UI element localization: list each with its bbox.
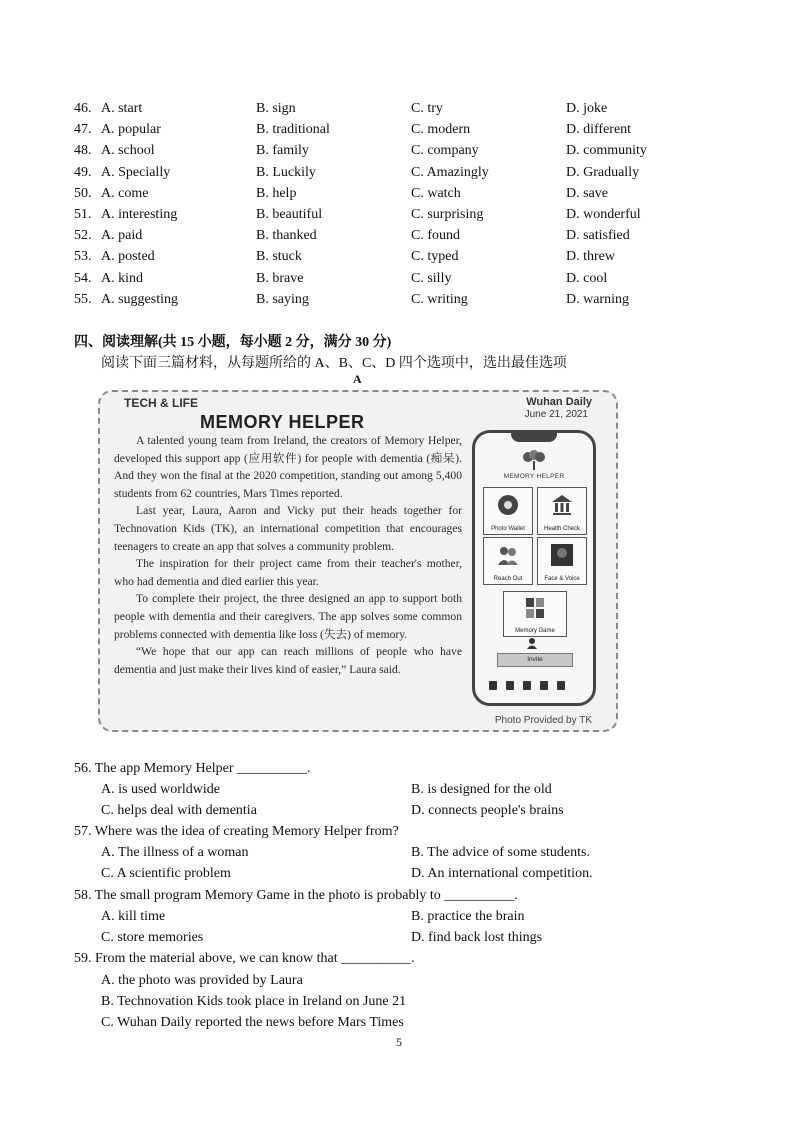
article-paragraph: The inspiration for their project came from their teacher's mother, who had dementia and died earlier this year. <box>114 557 462 588</box>
option-b: B. beautiful <box>256 206 323 222</box>
option-d: D. save <box>566 185 608 201</box>
option-a: A. Specially <box>101 164 171 180</box>
option-d: D. find back lost things <box>411 930 543 945</box>
option-a: A. school <box>101 143 155 159</box>
cloze-row <box>74 225 694 246</box>
option-d: D. satisfied <box>566 228 630 244</box>
option-c: C. Amazingly <box>411 164 489 180</box>
option-c: C. surprising <box>411 206 484 222</box>
question-number: 49. <box>74 164 92 180</box>
option-a: A. kind <box>101 270 143 286</box>
option-b: B. saying <box>256 291 309 307</box>
option-b: B. Technovation Kids took place in Ireland on June 21 <box>101 994 407 1009</box>
option-c: C. A scientific problem <box>101 866 231 881</box>
question-stem: 59. From the material above, we can know that __________. <box>74 951 415 966</box>
option-d: D. different <box>566 122 632 138</box>
option-b: B. Luckily <box>256 164 316 180</box>
option-d: D. joke <box>566 101 608 116</box>
cloze-row <box>74 183 694 204</box>
settings-icon <box>557 681 565 690</box>
question-number: 51. <box>74 206 92 222</box>
phone-nav-bar <box>485 679 583 691</box>
option-d: D. An international competition. <box>411 866 593 881</box>
invite-button: Invite <box>497 653 573 667</box>
wallet-icon <box>496 493 520 517</box>
shirt-icon <box>506 681 514 690</box>
cloze-row <box>74 246 694 267</box>
tile-label: Health Check <box>543 526 581 532</box>
phone-notch <box>511 432 557 442</box>
question-stem: 56. The app Memory Helper __________. <box>74 761 311 776</box>
option-a: A. the photo was provided by Laura <box>101 973 303 988</box>
option-c: C. writing <box>411 291 468 307</box>
question-stem: 58. The small program Memory Game in the photo is probably to __________. <box>74 888 518 903</box>
article-paragraph: “We hope that our app can reach millions of people who have dementia and just make their lives kind of easier,” Laura said. <box>114 645 462 676</box>
option-c: C. modern <box>411 122 471 138</box>
tile-health-check <box>537 487 587 535</box>
app-name: MEMORY HELPER <box>503 473 565 480</box>
article-section-label: TECH & LIFE <box>124 396 198 410</box>
article-paragraph: To complete their project, the three designed an app to support both people with dementia and their caregivers. The app solves some common problems connected with dementia like loss (失去) of memory. <box>114 592 462 641</box>
tile-label: Face & Voice <box>544 576 580 582</box>
add-person-icon <box>527 637 539 649</box>
question-number: 53. <box>74 249 92 265</box>
cloze-row <box>74 98 694 119</box>
tile-photo-wallet <box>483 487 533 535</box>
section-instruction: 阅读下面三篇材料，从每题所给的 A、B、C、D 四个选项中，选出最佳选项 <box>101 356 567 371</box>
tile-face-voice <box>537 537 587 585</box>
option-b: B. practice the brain <box>411 909 525 924</box>
people-icon <box>496 543 520 567</box>
home-icon <box>489 681 497 690</box>
option-a: A. suggesting <box>101 291 178 307</box>
option-b: B. brave <box>256 270 304 286</box>
option-b: B. family <box>256 143 309 159</box>
option-a: A. popular <box>101 122 161 138</box>
article-title: MEMORY HELPER <box>200 412 365 432</box>
cards-icon <box>523 596 547 620</box>
option-c: C. try <box>411 101 443 116</box>
phone-photo <box>472 430 596 706</box>
option-c: C. store memories <box>101 930 204 945</box>
option-a: A. posted <box>101 249 155 265</box>
cloze-row <box>74 162 694 183</box>
option-b: B. traditional <box>256 122 330 138</box>
question-number: 50. <box>74 185 92 201</box>
tile-label: Memory Game <box>515 628 555 634</box>
question-number: 47. <box>74 122 92 138</box>
newspaper-name: Wuhan Daily <box>526 396 592 408</box>
newspaper-clipping <box>98 390 618 732</box>
option-d: D. Gradually <box>566 164 640 180</box>
question-number: 54. <box>74 270 92 286</box>
option-d: D. connects people's brains <box>411 803 564 818</box>
option-c: C. typed <box>411 249 459 265</box>
option-b: B. thanked <box>256 228 317 244</box>
cloze-row <box>74 268 694 289</box>
cloze-row <box>74 119 694 140</box>
cloze-row <box>74 204 694 225</box>
option-b: B. sign <box>256 101 296 116</box>
option-a: A. The illness of a woman <box>101 845 249 860</box>
photo-credit: Photo Provided by TK <box>494 715 592 726</box>
option-c: C. watch <box>411 185 461 201</box>
question-number: 48. <box>74 143 92 159</box>
document-icon <box>523 681 531 690</box>
phone-icon <box>540 681 548 690</box>
option-a: A. kill time <box>101 909 166 924</box>
option-c: C. silly <box>411 270 452 286</box>
option-d: D. warning <box>566 291 629 307</box>
question-number: 52. <box>74 228 92 244</box>
option-b: B. The advice of some students. <box>411 845 590 860</box>
option-a: A. start <box>101 101 143 116</box>
article-paragraph: Last year, Laura, Aaron and Vicky put their heads together for Technovation Kids (TK), an international competition that encourages teenagers to create an app that solves a community problem. <box>114 504 462 553</box>
cloze-options <box>74 98 694 310</box>
option-d: D. threw <box>566 249 615 265</box>
tile-label: Reach Out <box>493 576 523 582</box>
option-a: A. interesting <box>101 206 178 222</box>
cloze-row <box>74 289 694 310</box>
tile-reach-out <box>483 537 533 585</box>
article-date: June 21, 2021 <box>524 409 588 420</box>
question-stem: 57. Where was the idea of creating Memory Helper from? <box>74 824 399 839</box>
question-number: 55. <box>74 291 92 307</box>
article-body <box>114 432 462 678</box>
article-paragraph: A talented young team from Ireland, the creators of Memory Helper, developed this support app (应用软件) for people with dementia (痴呆). And they won the final at the 2020 competition, standing out among 5,400 students from 62 countries, Mars Times reported. <box>114 434 462 500</box>
option-a: A. come <box>101 185 149 201</box>
option-c: C. found <box>411 228 460 244</box>
option-a: A. is used worldwide <box>101 782 220 797</box>
option-b: B. help <box>256 185 297 201</box>
cloze-row <box>74 140 694 161</box>
tile-label: Photo Wallet <box>491 526 525 532</box>
question-number: 46. <box>74 101 92 116</box>
passage-label: A <box>353 372 362 386</box>
option-d: D. cool <box>566 270 608 286</box>
option-c: C. company <box>411 143 479 159</box>
option-d: D. wonderful <box>566 206 641 222</box>
page-number: 5 <box>396 1035 402 1049</box>
option-b: B. stuck <box>256 249 302 265</box>
option-b: B. is designed for the old <box>411 782 552 797</box>
section-title: 四、阅读理解(共 15 小题，每小题 2 分，满分 30 分) <box>74 335 392 350</box>
face-photo-icon <box>550 543 574 567</box>
option-a: A. paid <box>101 228 143 244</box>
app-logo-icon <box>519 449 549 471</box>
option-d: D. community <box>566 143 647 159</box>
building-icon <box>550 493 574 517</box>
option-c: C. Wuhan Daily reported the news before Mars Times <box>101 1015 404 1030</box>
option-c: C. helps deal with dementia <box>101 803 257 818</box>
tile-memory-game <box>503 591 567 637</box>
